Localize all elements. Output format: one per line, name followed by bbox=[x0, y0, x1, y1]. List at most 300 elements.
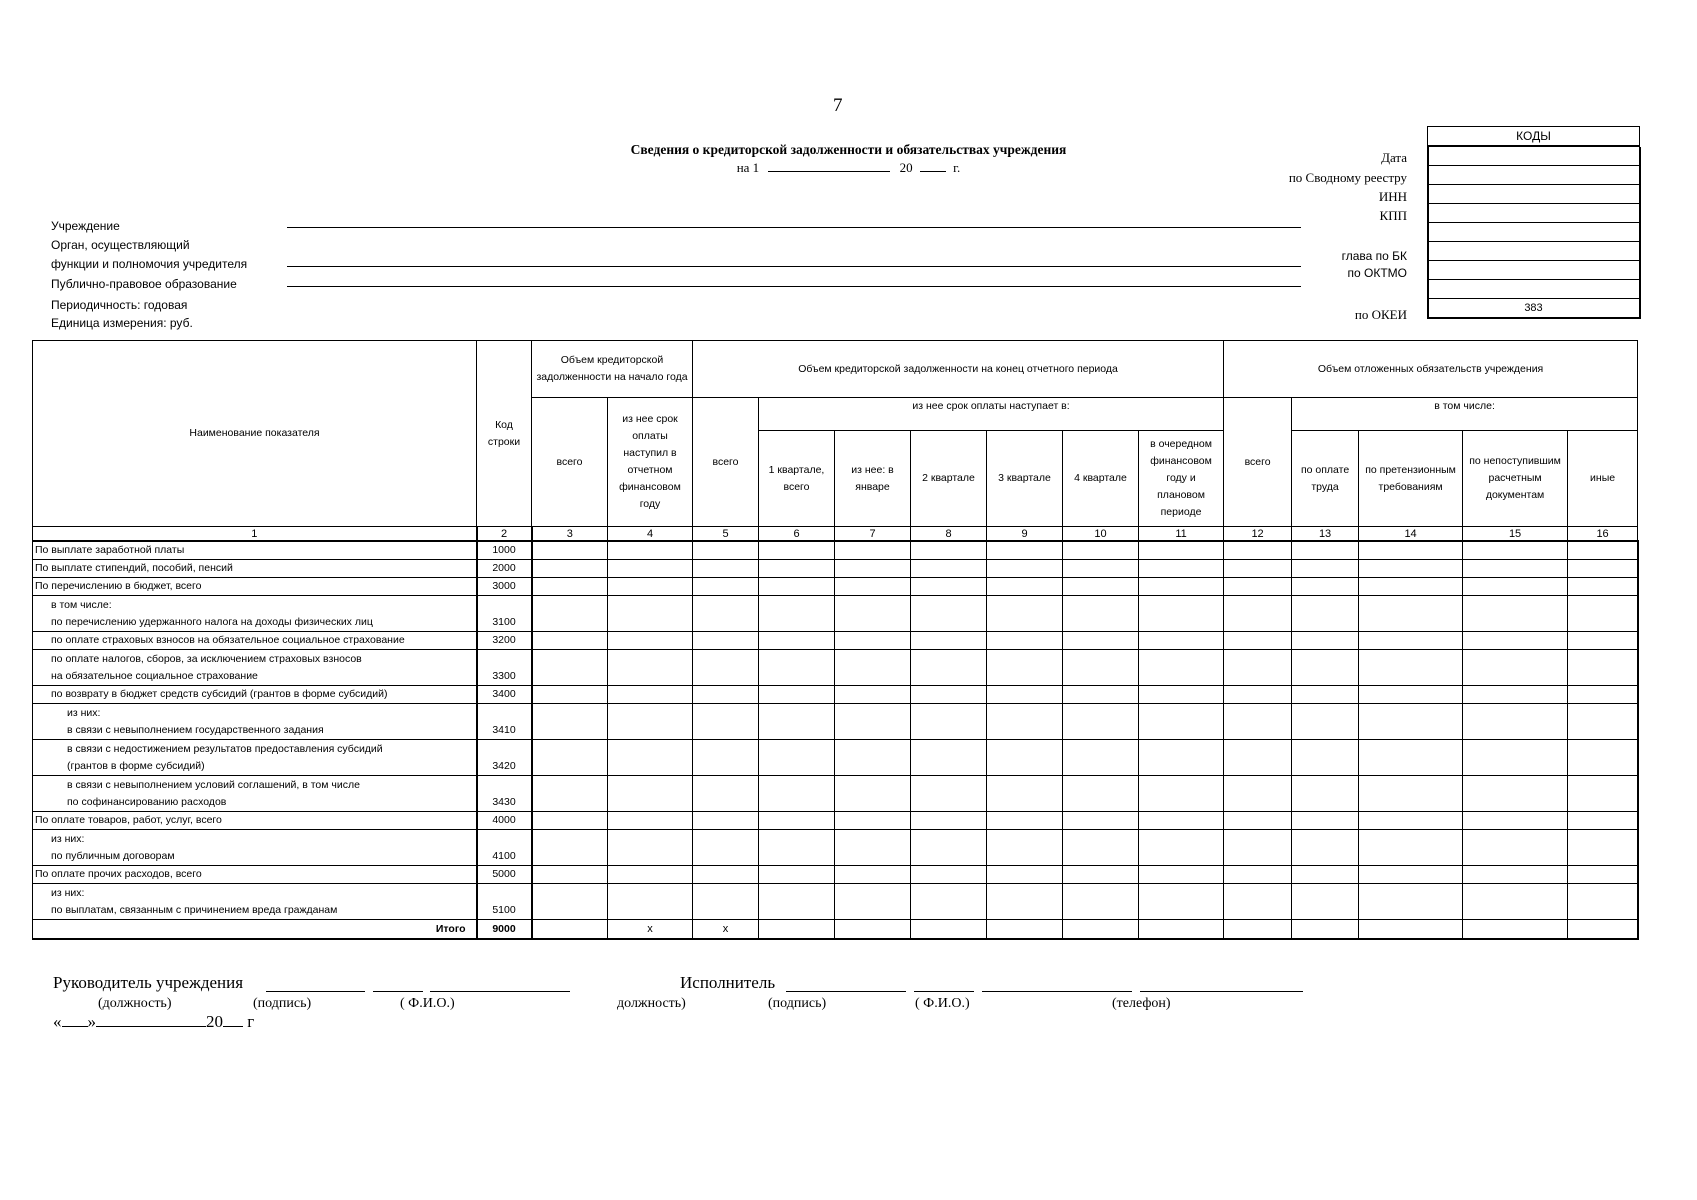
value-cell[interactable] bbox=[1359, 866, 1463, 884]
value-cell[interactable] bbox=[1139, 578, 1224, 596]
total-value-cell[interactable] bbox=[1568, 920, 1638, 939]
value-cell[interactable] bbox=[1063, 686, 1139, 704]
value-cell[interactable] bbox=[1463, 578, 1568, 596]
value-cell[interactable] bbox=[835, 541, 911, 560]
total-value-cell[interactable] bbox=[1224, 920, 1292, 939]
value-cell[interactable] bbox=[1224, 686, 1292, 704]
value-cell[interactable] bbox=[1063, 830, 1139, 866]
value-cell[interactable] bbox=[1292, 560, 1359, 578]
value-cell[interactable] bbox=[532, 632, 608, 650]
value-cell[interactable] bbox=[1139, 884, 1224, 920]
value-cell[interactable] bbox=[1359, 686, 1463, 704]
value-cell[interactable] bbox=[1292, 866, 1359, 884]
public-entity-line[interactable] bbox=[287, 286, 1301, 287]
value-cell[interactable] bbox=[1224, 650, 1292, 686]
value-cell[interactable] bbox=[532, 686, 608, 704]
value-cell[interactable] bbox=[1292, 541, 1359, 560]
value-cell[interactable] bbox=[1568, 866, 1638, 884]
value-cell[interactable] bbox=[1359, 632, 1463, 650]
value-cell[interactable] bbox=[1139, 632, 1224, 650]
value-cell[interactable] bbox=[1568, 704, 1638, 740]
value-cell[interactable] bbox=[759, 740, 835, 776]
value-cell[interactable] bbox=[911, 740, 987, 776]
value-cell[interactable] bbox=[1463, 830, 1568, 866]
value-cell[interactable] bbox=[987, 578, 1063, 596]
value-cell[interactable] bbox=[1568, 650, 1638, 686]
kpp-code-cell[interactable] bbox=[1429, 204, 1639, 223]
value-cell[interactable] bbox=[1224, 632, 1292, 650]
date-blank[interactable] bbox=[768, 159, 890, 172]
row-name-line: по публичным договорам bbox=[51, 850, 175, 862]
value-cell[interactable] bbox=[1359, 884, 1463, 920]
value-cell[interactable] bbox=[987, 560, 1063, 578]
value-cell[interactable] bbox=[987, 866, 1063, 884]
oktmo-code-label: по ОКТМО bbox=[1347, 266, 1407, 280]
head-fio-line[interactable] bbox=[430, 991, 570, 992]
total-value-cell[interactable] bbox=[532, 920, 608, 939]
executor-position-line[interactable] bbox=[786, 991, 906, 992]
total-row bbox=[33, 920, 1638, 939]
value-cell[interactable] bbox=[693, 830, 759, 866]
value-cell[interactable] bbox=[987, 740, 1063, 776]
total-value-cell[interactable] bbox=[1139, 920, 1224, 939]
value-cell[interactable] bbox=[693, 650, 759, 686]
value-cell[interactable] bbox=[1463, 704, 1568, 740]
value-cell[interactable] bbox=[835, 866, 911, 884]
executor-position-caption: должность) bbox=[617, 996, 686, 1011]
value-cell[interactable] bbox=[1463, 884, 1568, 920]
value-cell[interactable] bbox=[1568, 578, 1638, 596]
value-cell[interactable] bbox=[835, 830, 911, 866]
head-label: Руководитель учреждения bbox=[53, 973, 244, 992]
value-cell[interactable] bbox=[608, 632, 693, 650]
value-cell[interactable] bbox=[693, 812, 759, 830]
value-cell[interactable] bbox=[1224, 578, 1292, 596]
bk-code-cell[interactable] bbox=[1429, 242, 1639, 261]
value-cell[interactable] bbox=[1063, 596, 1139, 632]
registry-code-label: по Сводному реестру bbox=[1288, 170, 1407, 185]
row-name bbox=[33, 560, 477, 578]
value-cell[interactable] bbox=[835, 578, 911, 596]
value-cell[interactable] bbox=[693, 560, 759, 578]
value-cell[interactable] bbox=[1224, 560, 1292, 578]
executor-phone-line[interactable] bbox=[1140, 991, 1303, 992]
value-cell[interactable] bbox=[608, 560, 693, 578]
oktmo-code-cell[interactable] bbox=[1429, 261, 1639, 280]
value-cell[interactable] bbox=[608, 686, 693, 704]
header-no-docs: по непоступившим расчетным документам bbox=[1463, 431, 1568, 527]
value-cell[interactable] bbox=[1224, 776, 1292, 812]
value-cell[interactable] bbox=[911, 704, 987, 740]
value-cell[interactable] bbox=[759, 578, 835, 596]
value-cell[interactable] bbox=[759, 776, 835, 812]
row-name-line: в связи с невыполнением государственного задания bbox=[67, 724, 324, 736]
sign-year-blank[interactable] bbox=[223, 1012, 243, 1027]
value-cell[interactable] bbox=[1568, 740, 1638, 776]
value-cell[interactable] bbox=[1063, 650, 1139, 686]
value-cell[interactable] bbox=[1568, 884, 1638, 920]
value-cell[interactable] bbox=[1359, 812, 1463, 830]
column-number-9: 9 bbox=[987, 527, 1063, 542]
value-cell[interactable] bbox=[1063, 740, 1139, 776]
column-number-14: 14 bbox=[1359, 527, 1463, 542]
value-cell[interactable] bbox=[987, 776, 1063, 812]
okei-code-label: по ОКЕИ bbox=[1354, 307, 1407, 322]
value-cell[interactable] bbox=[1063, 776, 1139, 812]
head-signature-caption: (подпись) bbox=[253, 996, 312, 1011]
value-cell[interactable] bbox=[1292, 830, 1359, 866]
header-q2: 2 квартале bbox=[911, 431, 987, 527]
row-code: 3420 bbox=[477, 740, 532, 776]
value-cell[interactable] bbox=[1359, 704, 1463, 740]
value-cell[interactable] bbox=[532, 596, 608, 632]
value-cell[interactable] bbox=[987, 686, 1063, 704]
header-deferred-group: Объем отложенных обязательств учреждения bbox=[1224, 341, 1638, 398]
row-name bbox=[33, 776, 477, 812]
inn-code-label: ИНН bbox=[1378, 189, 1407, 204]
value-cell[interactable] bbox=[1568, 776, 1638, 812]
value-cell[interactable] bbox=[1292, 776, 1359, 812]
executor-fio-line[interactable] bbox=[982, 991, 1132, 992]
row-name bbox=[33, 812, 477, 830]
value-cell[interactable] bbox=[911, 541, 987, 560]
header-end-total: всего bbox=[693, 398, 759, 527]
value-cell[interactable] bbox=[987, 650, 1063, 686]
value-cell[interactable] bbox=[1292, 812, 1359, 830]
value-cell[interactable] bbox=[759, 632, 835, 650]
executor-signature-caption: (подпись) bbox=[768, 996, 827, 1011]
row-name bbox=[33, 866, 477, 884]
value-cell[interactable] bbox=[693, 541, 759, 560]
row-name-line: из них: bbox=[51, 833, 85, 845]
sign-date bbox=[53, 1012, 254, 1032]
value-cell[interactable] bbox=[608, 596, 693, 632]
value-cell[interactable] bbox=[532, 812, 608, 830]
row-name-line: по оплате страховых взносов на обязательное социальное страхование bbox=[51, 634, 405, 646]
head-signature-line[interactable] bbox=[373, 991, 423, 992]
value-cell[interactable] bbox=[608, 830, 693, 866]
value-cell[interactable] bbox=[1463, 541, 1568, 560]
value-cell[interactable] bbox=[759, 812, 835, 830]
periodicity-label: Периодичность: годовая bbox=[51, 298, 188, 312]
value-cell[interactable] bbox=[1292, 578, 1359, 596]
table-row bbox=[33, 884, 1638, 920]
value-cell[interactable] bbox=[693, 632, 759, 650]
value-cell[interactable] bbox=[1063, 560, 1139, 578]
date-code-cell[interactable] bbox=[1429, 147, 1639, 166]
value-cell[interactable] bbox=[1139, 650, 1224, 686]
value-cell[interactable] bbox=[693, 866, 759, 884]
row-name-line: в том числе: bbox=[51, 599, 112, 611]
value-cell[interactable] bbox=[1224, 596, 1292, 632]
value-cell[interactable] bbox=[608, 704, 693, 740]
value-cell[interactable] bbox=[835, 560, 911, 578]
value-cell[interactable] bbox=[1139, 596, 1224, 632]
value-cell[interactable] bbox=[1463, 596, 1568, 632]
value-cell[interactable] bbox=[693, 578, 759, 596]
header-code: Код строки bbox=[477, 341, 532, 527]
column-number-10: 10 bbox=[1063, 527, 1139, 542]
value-cell[interactable] bbox=[1359, 830, 1463, 866]
row-name-line: по оплате налогов, сборов, за исключением страховых взносов bbox=[51, 653, 362, 665]
value-cell[interactable] bbox=[911, 632, 987, 650]
header-q1: 1 квартале, всего bbox=[759, 431, 835, 527]
value-cell[interactable] bbox=[1139, 812, 1224, 830]
value-cell[interactable] bbox=[911, 866, 987, 884]
row-name-line: в связи с недостижением результатов предоставления субсидий bbox=[67, 743, 383, 755]
value-cell[interactable] bbox=[835, 596, 911, 632]
value-cell[interactable] bbox=[532, 578, 608, 596]
value-cell[interactable] bbox=[1063, 884, 1139, 920]
registry-code-cell[interactable] bbox=[1429, 166, 1639, 185]
year-blank[interactable] bbox=[920, 159, 946, 172]
value-cell[interactable] bbox=[1224, 812, 1292, 830]
value-cell[interactable] bbox=[693, 884, 759, 920]
value-cell[interactable] bbox=[759, 650, 835, 686]
value-cell[interactable] bbox=[1139, 541, 1224, 560]
total-value-cell[interactable] bbox=[1463, 920, 1568, 939]
value-cell[interactable] bbox=[1568, 830, 1638, 866]
header-including: в том числе: bbox=[1292, 398, 1638, 431]
value-cell[interactable] bbox=[1292, 686, 1359, 704]
value-cell[interactable] bbox=[1568, 812, 1638, 830]
column-number-row bbox=[33, 527, 1638, 542]
value-cell[interactable] bbox=[1063, 812, 1139, 830]
inn-code-cell[interactable] bbox=[1429, 185, 1639, 204]
header-deferred-total: всего bbox=[1224, 398, 1292, 527]
value-cell[interactable] bbox=[759, 884, 835, 920]
row-name bbox=[33, 632, 477, 650]
year-prefix: 20 bbox=[899, 160, 913, 175]
value-cell[interactable] bbox=[693, 776, 759, 812]
value-cell[interactable] bbox=[1139, 560, 1224, 578]
value-cell[interactable] bbox=[987, 596, 1063, 632]
value-cell[interactable] bbox=[608, 541, 693, 560]
total-value-cell[interactable] bbox=[911, 920, 987, 939]
value-cell[interactable] bbox=[759, 541, 835, 560]
date-suffix: г. bbox=[953, 160, 961, 175]
value-cell[interactable] bbox=[759, 830, 835, 866]
value-cell[interactable] bbox=[1224, 866, 1292, 884]
value-cell[interactable] bbox=[1139, 686, 1224, 704]
value-cell[interactable] bbox=[1063, 632, 1139, 650]
value-cell[interactable] bbox=[911, 884, 987, 920]
value-cell[interactable] bbox=[1463, 776, 1568, 812]
value-cell[interactable] bbox=[693, 740, 759, 776]
value-cell[interactable] bbox=[532, 560, 608, 578]
day-blank[interactable] bbox=[62, 1012, 88, 1027]
value-cell[interactable] bbox=[693, 596, 759, 632]
value-cell[interactable] bbox=[1063, 866, 1139, 884]
value-cell[interactable] bbox=[608, 884, 693, 920]
header-jan: из нее: в январе bbox=[835, 431, 911, 527]
value-cell[interactable] bbox=[1139, 704, 1224, 740]
value-cell[interactable] bbox=[759, 686, 835, 704]
value-cell[interactable] bbox=[1568, 596, 1638, 632]
value-cell[interactable] bbox=[835, 740, 911, 776]
total-value-cell[interactable] bbox=[835, 920, 911, 939]
value-cell[interactable] bbox=[532, 830, 608, 866]
row-name-line: из них: bbox=[67, 707, 101, 719]
founder-label-2: функции и полномочия учредителя bbox=[51, 257, 248, 271]
value-cell[interactable] bbox=[911, 776, 987, 812]
value-cell[interactable] bbox=[1568, 632, 1638, 650]
value-cell[interactable] bbox=[532, 866, 608, 884]
table-body bbox=[33, 541, 1638, 939]
value-cell[interactable] bbox=[835, 686, 911, 704]
value-cell[interactable] bbox=[1568, 686, 1638, 704]
value-cell[interactable] bbox=[532, 704, 608, 740]
value-cell[interactable] bbox=[693, 704, 759, 740]
value-cell[interactable] bbox=[1568, 560, 1638, 578]
value-cell[interactable] bbox=[693, 686, 759, 704]
value-cell[interactable] bbox=[1463, 812, 1568, 830]
codes-cells bbox=[1427, 147, 1641, 319]
total-value-cell[interactable] bbox=[1063, 920, 1139, 939]
value-cell[interactable] bbox=[608, 776, 693, 812]
value-cell[interactable] bbox=[987, 830, 1063, 866]
value-cell[interactable] bbox=[1139, 866, 1224, 884]
value-cell[interactable] bbox=[1359, 541, 1463, 560]
date-code-label: Дата bbox=[1381, 150, 1407, 165]
value-cell[interactable] bbox=[911, 812, 987, 830]
bk-code-label: глава по БК bbox=[1341, 249, 1407, 263]
value-cell[interactable] bbox=[1224, 830, 1292, 866]
value-cell[interactable] bbox=[1463, 686, 1568, 704]
value-cell[interactable] bbox=[987, 704, 1063, 740]
value-cell[interactable] bbox=[759, 596, 835, 632]
total-x-mark: x bbox=[693, 920, 759, 939]
value-cell[interactable] bbox=[911, 650, 987, 686]
value-cell[interactable] bbox=[1063, 541, 1139, 560]
form-title: Сведения о кредиторской задолженности и обязательствах учреждения bbox=[630, 142, 1067, 157]
value-cell[interactable] bbox=[532, 776, 608, 812]
value-cell[interactable] bbox=[759, 704, 835, 740]
total-value-cell[interactable] bbox=[1359, 920, 1463, 939]
value-cell[interactable] bbox=[1139, 830, 1224, 866]
total-value-cell[interactable] bbox=[759, 920, 835, 939]
row-name-line: из них: bbox=[51, 887, 85, 899]
value-cell[interactable] bbox=[1463, 740, 1568, 776]
value-cell[interactable] bbox=[835, 812, 911, 830]
value-cell[interactable] bbox=[987, 884, 1063, 920]
value-cell[interactable] bbox=[987, 812, 1063, 830]
value-cell[interactable] bbox=[532, 650, 608, 686]
value-cell[interactable] bbox=[1292, 740, 1359, 776]
value-cell[interactable] bbox=[1063, 704, 1139, 740]
value-cell[interactable] bbox=[1139, 740, 1224, 776]
value-cell[interactable] bbox=[1463, 866, 1568, 884]
value-cell[interactable] bbox=[1359, 650, 1463, 686]
head-position-caption: (должность) bbox=[98, 996, 172, 1011]
value-cell[interactable] bbox=[532, 740, 608, 776]
value-cell[interactable] bbox=[1063, 578, 1139, 596]
date-open-quote: « bbox=[53, 1012, 62, 1031]
executor-signature-line[interactable] bbox=[914, 991, 974, 992]
value-cell[interactable] bbox=[835, 884, 911, 920]
row-code: 1000 bbox=[477, 541, 532, 560]
total-value-cell[interactable] bbox=[1292, 920, 1359, 939]
value-cell[interactable] bbox=[835, 704, 911, 740]
executor-fio-caption: ( Ф.И.О.) bbox=[915, 996, 970, 1011]
value-cell[interactable] bbox=[1359, 596, 1463, 632]
value-cell[interactable] bbox=[1224, 704, 1292, 740]
value-cell[interactable] bbox=[608, 650, 693, 686]
value-cell[interactable] bbox=[759, 560, 835, 578]
value-cell[interactable] bbox=[911, 830, 987, 866]
value-cell[interactable] bbox=[911, 596, 987, 632]
value-cell[interactable] bbox=[1568, 541, 1638, 560]
value-cell[interactable] bbox=[1292, 884, 1359, 920]
value-cell[interactable] bbox=[1359, 740, 1463, 776]
value-cell[interactable] bbox=[1463, 650, 1568, 686]
value-cell[interactable] bbox=[1463, 632, 1568, 650]
value-cell[interactable] bbox=[835, 776, 911, 812]
value-cell[interactable] bbox=[987, 632, 1063, 650]
value-cell[interactable] bbox=[1359, 578, 1463, 596]
row-code: 3430 bbox=[477, 776, 532, 812]
total-value-cell[interactable] bbox=[987, 920, 1063, 939]
value-cell[interactable] bbox=[987, 541, 1063, 560]
value-cell[interactable] bbox=[1292, 704, 1359, 740]
column-number-11: 11 bbox=[1139, 527, 1224, 542]
value-cell[interactable] bbox=[1292, 596, 1359, 632]
row-code: 3410 bbox=[477, 704, 532, 740]
row-name-line: по возврату в бюджет средств субсидий (грантов в форме субсидий) bbox=[51, 688, 388, 700]
table-row bbox=[33, 866, 1638, 884]
value-cell[interactable] bbox=[911, 560, 987, 578]
value-cell[interactable] bbox=[1359, 776, 1463, 812]
head-position-line[interactable] bbox=[266, 991, 365, 992]
total-label: Итого bbox=[33, 920, 477, 939]
value-cell[interactable] bbox=[1224, 884, 1292, 920]
value-cell[interactable] bbox=[835, 632, 911, 650]
value-cell[interactable] bbox=[532, 541, 608, 560]
value-cell[interactable] bbox=[1359, 560, 1463, 578]
value-cell[interactable] bbox=[608, 578, 693, 596]
value-cell[interactable] bbox=[911, 686, 987, 704]
value-cell[interactable] bbox=[1292, 650, 1359, 686]
table-row bbox=[33, 830, 1638, 866]
row-name bbox=[33, 686, 477, 704]
institution-line[interactable] bbox=[287, 227, 1301, 228]
value-cell[interactable] bbox=[1292, 632, 1359, 650]
table-row bbox=[33, 704, 1638, 740]
row-name bbox=[33, 830, 477, 866]
value-cell[interactable] bbox=[759, 866, 835, 884]
value-cell[interactable] bbox=[608, 866, 693, 884]
value-cell[interactable] bbox=[1139, 776, 1224, 812]
empty-code-cell-2[interactable] bbox=[1429, 280, 1639, 299]
table-row bbox=[33, 776, 1638, 812]
month-blank[interactable] bbox=[96, 1012, 206, 1027]
row-name bbox=[33, 650, 477, 686]
row-name-line: по перечислению удержанного налога на доходы физических лиц bbox=[51, 616, 373, 628]
empty-code-cell[interactable] bbox=[1429, 223, 1639, 242]
header-q3: 3 квартале bbox=[987, 431, 1063, 527]
value-cell[interactable] bbox=[1463, 560, 1568, 578]
value-cell[interactable] bbox=[1224, 740, 1292, 776]
value-cell[interactable] bbox=[608, 740, 693, 776]
value-cell[interactable] bbox=[532, 884, 608, 920]
value-cell[interactable] bbox=[911, 578, 987, 596]
page-number: 7 bbox=[833, 95, 843, 116]
value-cell[interactable] bbox=[608, 812, 693, 830]
total-x-mark: x bbox=[608, 920, 693, 939]
row-name-line: По оплате товаров, работ, услуг, всего bbox=[35, 814, 222, 826]
value-cell[interactable] bbox=[1224, 541, 1292, 560]
value-cell[interactable] bbox=[835, 650, 911, 686]
